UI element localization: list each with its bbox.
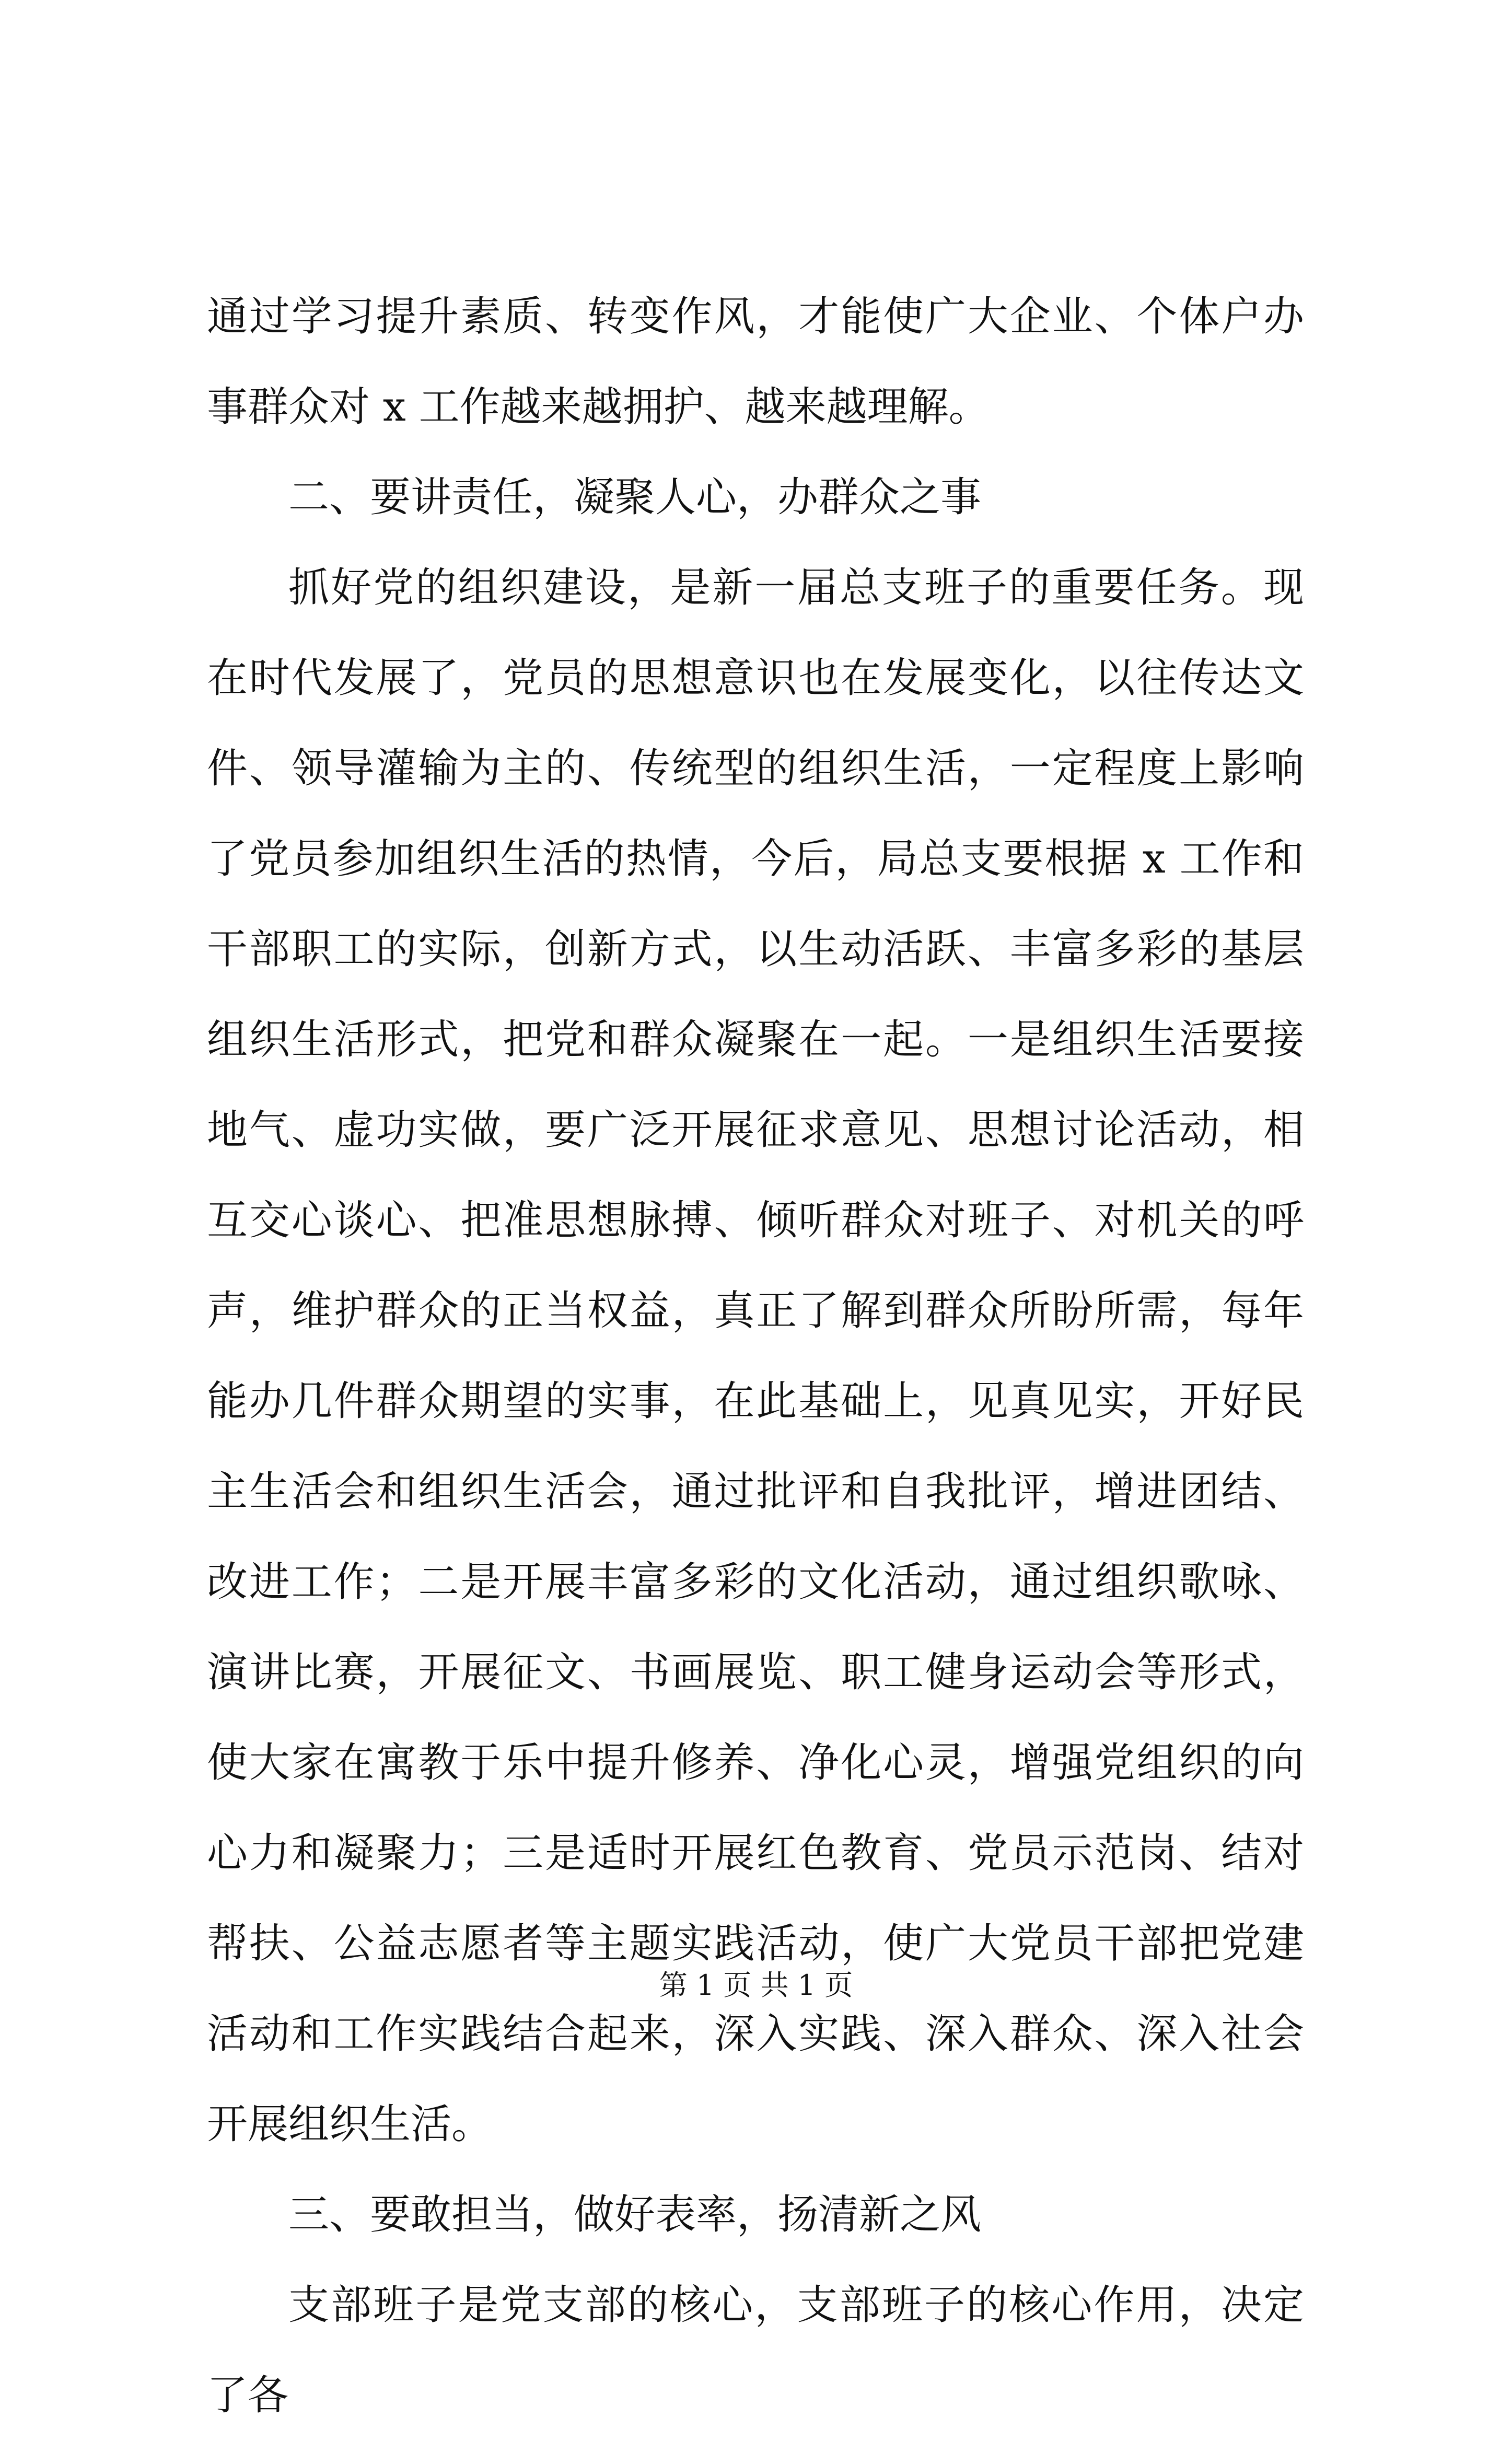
- paragraph-continuation: 通过学习提升素质、转变作风，才能使广大企业、个体户办事群众对 x 工作越来越拥护、越来越理解。: [207, 293, 1304, 431]
- section-paragraph-2: 抓好党的组织建设，是新一届总支班子的重要任务。现在时代发展了，党员的思想意识也在发展变化，以往传达文件、领导灌输为主的、传统型的组织生活，一定程度上影响了党员参加组织生活的热情，今后，局总支要根据 x 工作和干部职工的实际，创新方式，以生动活跃、丰富多彩的基层组织生活形式，把党和群众凝聚在一起。一是组织生活要接地气、虚功实做，要广泛开展征求意见、思想讨论活动，相互交心谈心、把准思想脉搏、倾听群众对班子、对机关的呼声，维护群众的正当权益，真正了解到群众所盼所需，每年能办几件群众期望的实事，在此基础上，见真见实，开好民主生活会和组织生活会，通过批评和自我批评，增进团结、改进工作；二是开展丰富多彩的文化活动，通过组织歌咏、演讲比赛，开展征文、书画展览、职工健身运动会等形式，使大家在寓教于乐中提升修养、净化心灵，增强党组织的向心力和凝聚力；三是适时开展红色教育、党员示范岗、结对帮扶、公益志愿者等主题实践活动，使广大党员干部把党建活动和工作实践结合起来，深入实践、深入群众、深入社会开展组织生活。: [207, 564, 1304, 2148]
- page-number-label: 第 1 页 共 1 页: [659, 1969, 853, 2002]
- page-footer: [0, 1965, 1512, 2006]
- document-body: [207, 272, 1304, 2441]
- section-heading-3: 三、要敢担当，做好表率，扬清新之风: [288, 2191, 982, 2238]
- section-paragraph-3: 支部班子是党支部的核心，支部班子的核心作用，决定了各: [207, 2282, 1304, 2419]
- section-heading-2: 二、要讲责任，凝聚人心，办群众之事: [288, 474, 982, 521]
